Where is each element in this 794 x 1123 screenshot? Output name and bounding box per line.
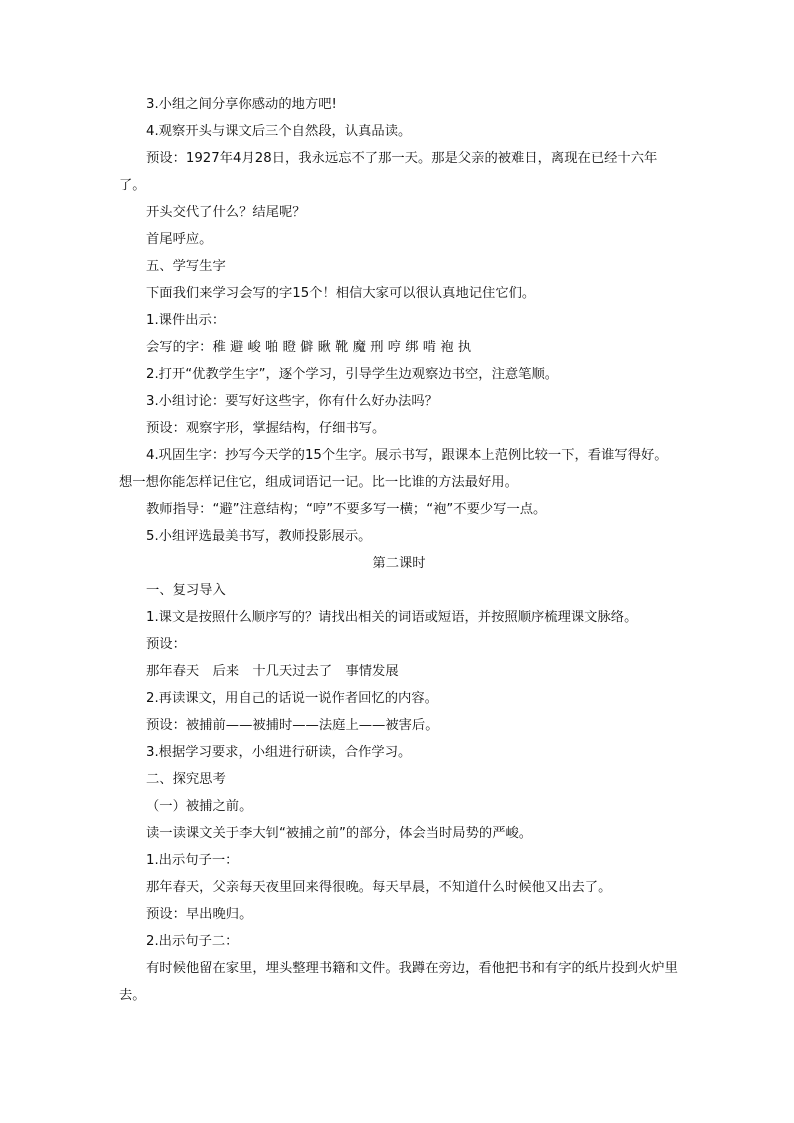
paragraph-question: 开头交代了什么？结尾呢？ bbox=[146, 205, 306, 220]
subheading-before-arrest: （一）被捕之前。 bbox=[146, 799, 253, 814]
paragraph-preset-sequence: 预设：被捕前——被捕时——法庭上——被害后。 bbox=[146, 718, 439, 733]
paragraph-group-discussion: 3.小组讨论：要写好这些字，你有什么好办法吗？ bbox=[146, 394, 438, 409]
paragraph-sentence-two: 有时候他留在家里，埋头整理书籍和文件。我蹲在旁边，看他把书和有字的纸片投到火炉里去。 bbox=[119, 961, 678, 1003]
paragraph-reread: 2.再读课文，用自己的话说一说作者回忆的内容。 bbox=[146, 691, 438, 706]
paragraph-courseware: 1.课件出示： bbox=[146, 313, 226, 328]
paragraph-teacher-guide: 教师指导：“避”注意结构；“哼”不要多写一横；“袍”不要少写一点。 bbox=[146, 502, 547, 517]
paragraph-observe: 4.观察开头与课文后三个自然段，认真品读。 bbox=[146, 124, 412, 139]
paragraph-preset-label: 预设： bbox=[146, 637, 186, 652]
section-heading-write-chars: 五、学写生字 bbox=[146, 259, 226, 274]
paragraph-open-app: 2.打开“优教学生字”，逐个学习，引导学生边观察边书空，注意笔顺。 bbox=[146, 367, 559, 382]
paragraph-char-list: 会写的字：稚 避 峻 啪 瞪 僻 瞅 靴 魔 刑 哼 绑 啃 袍 执 bbox=[146, 340, 472, 355]
paragraph-intro-chars: 下面我们来学习会写的字15个！相信大家可以很认真地记住它们。 bbox=[146, 286, 536, 301]
paragraph-preset-early: 预设：早出晚归。 bbox=[146, 907, 253, 922]
lesson-title: 第二课时 bbox=[372, 556, 426, 571]
paragraph-select-best: 5.小组评选最美书写，教师投影展示。 bbox=[146, 529, 372, 544]
paragraph-consolidate: 4.巩固生字：抄写今天学的15个生字。展示书写，跟课本上范例比较一下，看谁写得好。想一想你能怎样记住它，组成词语记一记。比一比谁的方法最好用。 bbox=[119, 448, 668, 490]
paragraph-share: 3.小组之间分享你感动的地方吧! bbox=[146, 97, 337, 112]
paragraph-preset-method: 预设：观察字形，掌握结构，仔细书写。 bbox=[146, 421, 386, 436]
paragraph-echo: 首尾呼应。 bbox=[146, 232, 213, 247]
paragraph-group-study: 3.根据学习要求，小组进行研读，合作学习。 bbox=[146, 745, 412, 760]
paragraph-timeline: 那年春天 后来 十几天过去了 事情发展 bbox=[146, 664, 399, 679]
paragraph-sentence-two-label: 2.出示句子二： bbox=[146, 934, 239, 949]
paragraph-sentence-one: 那年春天，父亲每天夜里回来得很晚。每天早晨，不知道什么时候他又出去了。 bbox=[146, 880, 612, 895]
document-body bbox=[119, 91, 679, 1009]
paragraph-order: 1.课文是按照什么顺序写的？请找出相关的词语或短语，并按照顺序梳理课文脉络。 bbox=[146, 610, 638, 625]
section-heading-review: 一、复习导入 bbox=[146, 583, 226, 598]
paragraph-read-part: 读一读课文关于李大钊“被捕之前”的部分，体会当时局势的严峻。 bbox=[146, 826, 533, 841]
paragraph-sentence-one-label: 1.出示句子一： bbox=[146, 853, 239, 868]
paragraph-preset-date: 预设：1927年4月28日，我永远忘不了那一天。那是父亲的被难日，离现在已经十六年了。 bbox=[119, 151, 658, 193]
section-heading-explore: 二、探究思考 bbox=[146, 772, 226, 787]
